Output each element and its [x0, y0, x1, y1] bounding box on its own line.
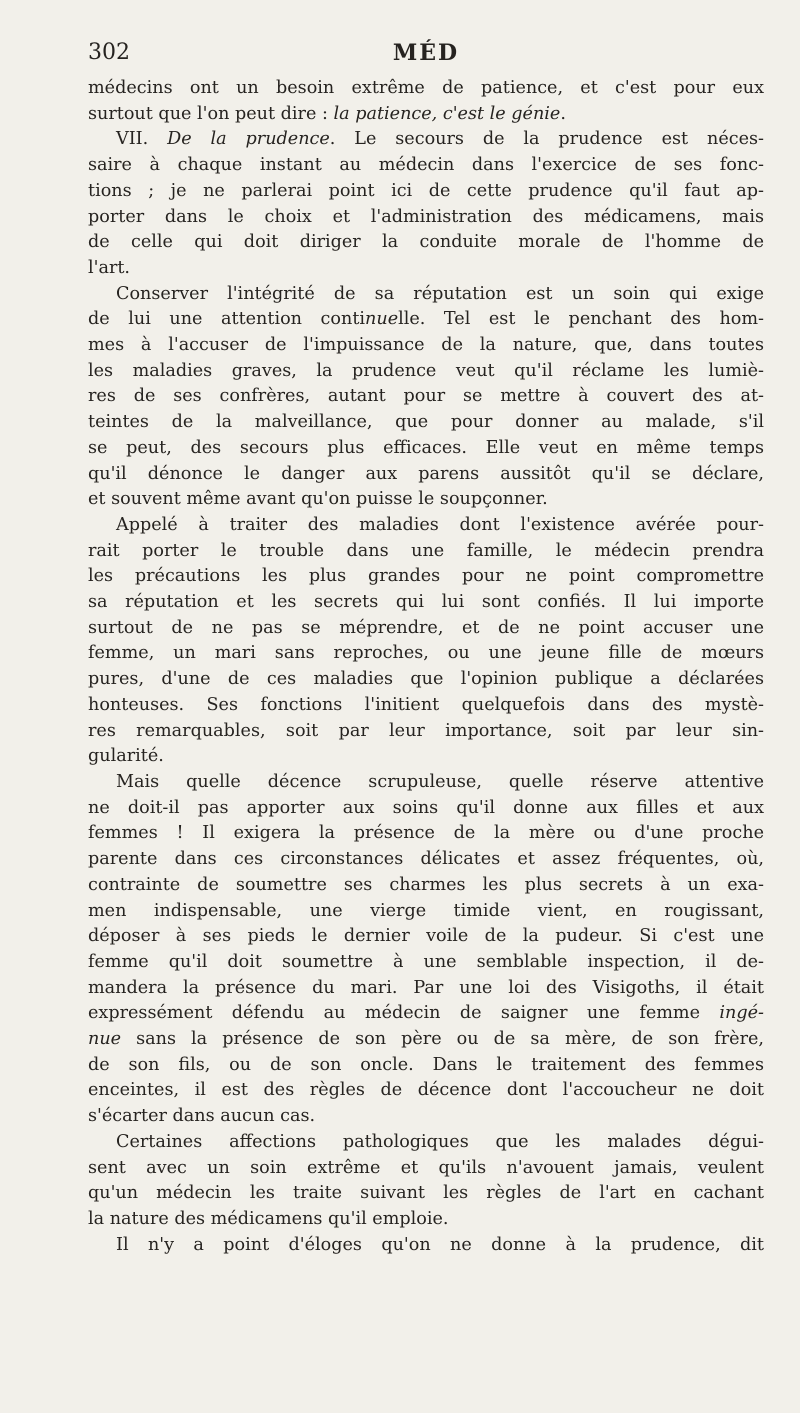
text-line: et souvent même avant qu'on puisse le soupçonner. — [88, 489, 548, 510]
text-line: honteuses. Ses fonctions l'initient quelquefois dans des mystè- — [88, 694, 764, 715]
header-title: MÉD — [392, 40, 460, 66]
text-line: ne doit-il pas apporter aux soins qu'il donne aux filles et aux — [88, 797, 764, 818]
book-page — [88, 38, 764, 1258]
text-line: femme qu'il doit soumettre à une semblable inspection, il de- — [88, 951, 764, 972]
text-line: médecins ont un besoin extrême de patience, et c'est pour eux — [88, 78, 764, 98]
text-body — [88, 76, 764, 1258]
paragraph-p5 — [88, 1130, 764, 1233]
text-line: Il n'y a point d'éloges qu'on ne donne à la prudence, dit — [116, 1234, 764, 1255]
text-line: men indispensable, une vierge timide vient, en rougissant, — [88, 900, 764, 921]
text-line: rait porter le trouble dans une famille, le médecin prendra — [88, 540, 764, 561]
page-number: 302 — [88, 40, 130, 65]
paragraph-p3 — [88, 513, 764, 770]
text-line: de lui une attention continuelle. Tel est le penchant des hom- — [88, 309, 764, 330]
text-line: de celle qui doit diriger la conduite morale de l'homme de — [88, 232, 764, 253]
paragraph-p6 — [88, 1233, 764, 1259]
text-line: sa réputation et les secrets qui lui sont confiés. Il lui importe — [88, 592, 764, 613]
text-line: porter dans le choix et l'administration des médicamens, mais — [88, 206, 764, 227]
text-line: teintes de la malveillance, que pour donner au malade, s'il — [88, 412, 764, 433]
text-line: femmes ! Il exigera la présence de la mère ou d'une proche — [88, 823, 764, 844]
text-line: se peut, des secours plus efficaces. Elle veut en même temps — [88, 437, 764, 458]
text-line: Conserver l'intégrité de sa réputation est un soin qui exige — [116, 283, 764, 304]
text-line: Mais quelle décence scrupuleuse, quelle réserve attentive — [116, 771, 764, 792]
running-head — [88, 38, 764, 72]
text-line: parente dans ces circonstances délicates et assez fréquentes, où, — [88, 849, 764, 870]
text-line: mes à l'accuser de l'impuissance de la nature, que, dans toutes — [88, 335, 764, 356]
text-line: res remarquables, soit par leur importance, soit par leur sin- — [88, 720, 764, 741]
paragraph-p4 — [88, 770, 764, 1130]
text-line: pures, d'une de ces maladies que l'opinion publique a déclarées — [88, 669, 764, 690]
text-line: les précautions les plus grandes pour ne point compromettre — [88, 566, 764, 587]
text-line: surtout que l'on peut dire : la patience, c'est le génie. — [88, 103, 566, 124]
text-line: VII. De la prudence. Le secours de la prudence est néces- — [116, 129, 764, 150]
text-line: la nature des médicamens qu'il emploie. — [88, 1208, 449, 1229]
text-line: surtout de ne pas se méprendre, et de ne point accuser une — [88, 617, 764, 638]
text-line: l'art. — [88, 257, 131, 278]
text-line: Appelé à traiter des maladies dont l'existence avérée pour- — [116, 514, 764, 535]
text-line: qu'un médecin les traite suivant les règles de l'art en cachant — [88, 1183, 764, 1204]
text-line: déposer à ses pieds le dernier voile de la pudeur. Si c'est une — [88, 926, 764, 947]
text-line: sent avec un soin extrême et qu'ils n'avouent jamais, veulent — [88, 1157, 764, 1178]
text-line: Certaines affections pathologiques que les malades dégui- — [116, 1131, 764, 1152]
text-line: res de ses confrères, autant pour se mettre à couvert des at- — [88, 386, 764, 407]
text-line: contrainte de soumettre ses charmes les plus secrets à un exa- — [88, 874, 764, 895]
paragraph-p1 — [88, 127, 764, 281]
text-line: expressément défendu au médecin de saigner une femme ingé- — [88, 1003, 764, 1024]
text-line: gularité. — [88, 746, 164, 767]
text-line: s'écarter dans aucun cas. — [88, 1106, 316, 1127]
text-line: enceintes, il est des règles de décence dont l'accoucheur ne doit — [88, 1080, 764, 1101]
text-line: les maladies graves, la prudence veut qu'il réclame les lumiè- — [88, 360, 764, 381]
text-line: tions ; je ne parlerai point ici de cette prudence qu'il faut ap- — [88, 180, 764, 201]
text-line: nue sans la présence de son père ou de sa mère, de son frère, — [88, 1029, 764, 1050]
text-line: qu'il dénonce le danger aux parens aussitôt qu'il se déclare, — [88, 463, 764, 484]
text-line: saire à chaque instant au médecin dans l'exercice de ses fonc- — [88, 155, 764, 176]
text-line: femme, un mari sans reproches, ou une jeune fille de mœurs — [88, 643, 764, 664]
paragraph-p2 — [88, 282, 764, 513]
paragraph-p0 — [88, 76, 764, 127]
text-line: mandera la présence du mari. Par une loi des Visigoths, il était — [88, 977, 764, 998]
text-line: de son fils, ou de son oncle. Dans le traitement des femmes — [88, 1054, 764, 1075]
